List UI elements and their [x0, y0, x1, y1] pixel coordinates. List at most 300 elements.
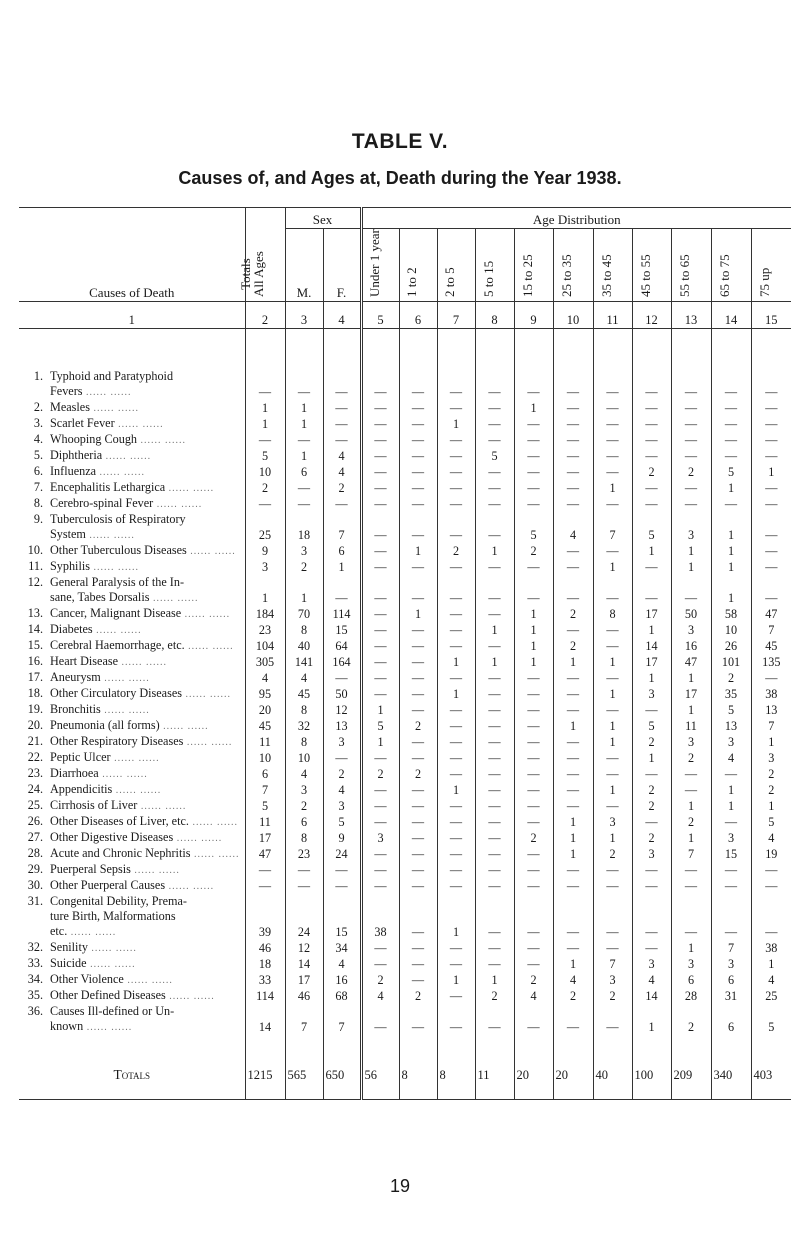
value-cell: —: [361, 1019, 399, 1035]
value-cell: 2: [285, 559, 323, 575]
value-cell: 13: [711, 718, 751, 734]
table-row: [19, 972, 791, 988]
empty-cell: [751, 909, 791, 924]
value-cell: —: [553, 448, 593, 464]
value-cell: —: [671, 766, 711, 782]
value-cell: —: [399, 638, 437, 654]
value-cell: —: [593, 924, 632, 940]
value-cell: 7: [245, 782, 285, 798]
value-cell: —: [514, 480, 553, 496]
empty-cell: [323, 512, 361, 527]
value-cell: —: [593, 638, 632, 654]
value-cell: —: [632, 940, 671, 956]
value-cell: 1: [593, 480, 632, 496]
header-totals-line1: Totals: [238, 258, 253, 290]
value-cell: —: [361, 496, 399, 512]
value-cell: 3: [285, 543, 323, 559]
value-cell: —: [361, 400, 399, 416]
empty-cell: [514, 512, 553, 527]
cause-cell: 28. Acute and Chronic Nephritis ...... ......: [19, 846, 245, 862]
cause-cell: 13. Cancer, Malignant Disease ...... ......: [19, 606, 245, 622]
value-cell: 2: [399, 718, 437, 734]
cause-cell: 4. Whooping Cough ...... ......: [19, 432, 245, 448]
value-cell: —: [475, 924, 514, 940]
value-cell: —: [553, 496, 593, 512]
value-cell: 7: [751, 718, 791, 734]
row-index: 16.: [27, 654, 43, 668]
value-cell: —: [475, 846, 514, 862]
value-cell: —: [514, 590, 553, 606]
value-cell: —: [711, 448, 751, 464]
value-cell: 1: [671, 702, 711, 718]
value-cell: 45: [245, 718, 285, 734]
value-cell: 305: [245, 654, 285, 670]
header-age-label: 75 up: [757, 267, 773, 297]
row-index: 22.: [27, 750, 43, 764]
value-cell: 1: [437, 654, 475, 670]
value-cell: 4: [553, 972, 593, 988]
value-cell: 4: [323, 448, 361, 464]
value-cell: —: [751, 862, 791, 878]
value-cell: —: [475, 1019, 514, 1035]
empty-cell: [399, 369, 437, 384]
row-index: 25.: [27, 798, 43, 812]
row-index: 27.: [27, 830, 43, 844]
value-cell: —: [437, 464, 475, 480]
value-cell: 7: [323, 527, 361, 543]
value-cell: 1: [632, 543, 671, 559]
value-cell: 1: [632, 670, 671, 686]
table-row: [19, 878, 791, 894]
cause-cell: 8. Cerebro-spinal Fever ...... ......: [19, 496, 245, 512]
value-cell: —: [399, 559, 437, 575]
value-cell: —: [553, 543, 593, 559]
cause-label: Causes Ill-defined or Un-: [50, 1004, 175, 1018]
causes-of-death-table: [19, 207, 791, 1100]
value-cell: —: [475, 718, 514, 734]
row-index: 34.: [27, 972, 43, 986]
cause-cell: 21. Other Respiratory Diseases ...... ......: [19, 734, 245, 750]
value-cell: —: [285, 862, 323, 878]
table-row: [19, 432, 791, 448]
value-cell: 1: [475, 654, 514, 670]
empty-cell: [751, 1004, 791, 1019]
value-cell: 1: [285, 590, 323, 606]
value-cell: —: [399, 702, 437, 718]
value-cell: 95: [245, 686, 285, 702]
value-cell: —: [323, 384, 361, 400]
value-cell: —: [632, 400, 671, 416]
cause-label: Influenza: [50, 464, 97, 478]
value-cell: —: [632, 878, 671, 894]
header-age-3: [437, 229, 475, 302]
value-cell: —: [475, 638, 514, 654]
value-cell: —: [361, 878, 399, 894]
table-row: [19, 718, 791, 734]
value-cell: 10: [285, 750, 323, 766]
header-age-label: 15 to 25: [519, 254, 535, 297]
table-row: [19, 894, 791, 909]
value-cell: —: [437, 940, 475, 956]
value-cell: 1: [437, 416, 475, 432]
empty-cell: [361, 369, 399, 384]
cause-label: Senility: [50, 940, 88, 954]
value-cell: —: [399, 480, 437, 496]
value-cell: 2: [632, 782, 671, 798]
empty-cell: [245, 512, 285, 527]
header-age-5: [514, 229, 553, 302]
table-row: [19, 448, 791, 464]
value-cell: —: [399, 1019, 437, 1035]
value-cell: —: [514, 956, 553, 972]
cause-cell: 34. Other Violence ...... ......: [19, 972, 245, 988]
header-female: F.: [323, 229, 361, 302]
value-cell: —: [751, 527, 791, 543]
empty-cell: [399, 909, 437, 924]
value-cell: —: [632, 590, 671, 606]
value-cell: 4: [323, 956, 361, 972]
cause-label: Aneurysm: [50, 670, 101, 684]
value-cell: 6: [711, 972, 751, 988]
value-cell: —: [475, 940, 514, 956]
empty-cell: [437, 369, 475, 384]
value-cell: —: [399, 432, 437, 448]
table-row: [19, 1019, 791, 1035]
value-cell: —: [437, 956, 475, 972]
value-cell: 5: [245, 798, 285, 814]
value-cell: 7: [323, 1019, 361, 1035]
column-number: 7: [437, 302, 475, 329]
value-cell: —: [514, 798, 553, 814]
value-cell: —: [711, 384, 751, 400]
value-cell: 7: [285, 1019, 323, 1035]
value-cell: 2: [361, 766, 399, 782]
value-cell: —: [632, 416, 671, 432]
empty-cell: [437, 575, 475, 590]
value-cell: 50: [671, 606, 711, 622]
value-cell: —: [553, 924, 593, 940]
cause-cell: 17. Aneurysm ...... ......: [19, 670, 245, 686]
value-cell: 4: [245, 670, 285, 686]
value-cell: 1: [711, 543, 751, 559]
table-row: [19, 622, 791, 638]
value-cell: 1: [671, 670, 711, 686]
table-row: [19, 956, 791, 972]
value-cell: 1: [711, 782, 751, 798]
value-cell: —: [475, 830, 514, 846]
value-cell: —: [514, 1019, 553, 1035]
value-cell: 3: [593, 814, 632, 830]
value-cell: 5: [323, 814, 361, 830]
cause-cell: 24. Appendicitis ...... ......: [19, 782, 245, 798]
value-cell: 25: [751, 988, 791, 1004]
empty-cell: [514, 575, 553, 590]
value-cell: —: [514, 670, 553, 686]
value-cell: 2: [437, 543, 475, 559]
header-age-label: 45 to 55: [637, 254, 653, 297]
value-cell: 3: [671, 622, 711, 638]
header-age-4: [475, 229, 514, 302]
value-cell: 8: [285, 830, 323, 846]
value-cell: —: [475, 686, 514, 702]
value-cell: 7: [711, 940, 751, 956]
value-cell: 2: [514, 972, 553, 988]
cause-label: Puerperal Sepsis: [50, 862, 131, 876]
value-cell: 4: [553, 527, 593, 543]
value-cell: —: [361, 670, 399, 686]
value-cell: 12: [285, 940, 323, 956]
value-cell: —: [323, 400, 361, 416]
cause-label: Other Respiratory Diseases: [50, 734, 184, 748]
value-cell: 1: [285, 400, 323, 416]
value-cell: 164: [323, 654, 361, 670]
value-cell: 38: [751, 686, 791, 702]
value-cell: 1: [593, 734, 632, 750]
value-cell: 26: [711, 638, 751, 654]
row-index: 23.: [27, 766, 43, 780]
value-cell: 40: [285, 638, 323, 654]
cause-cell: 5. Diphtheria ...... ......: [19, 448, 245, 464]
table-row: [19, 464, 791, 480]
column-number: 14: [711, 302, 751, 329]
value-cell: —: [399, 384, 437, 400]
value-cell: —: [323, 878, 361, 894]
value-cell: 1: [671, 940, 711, 956]
value-cell: 184: [245, 606, 285, 622]
cause-cell: 3. Scarlet Fever ...... ......: [19, 416, 245, 432]
value-cell: —: [437, 622, 475, 638]
cause-label: Whooping Cough: [50, 432, 138, 446]
value-cell: 2: [632, 798, 671, 814]
value-cell: 16: [323, 972, 361, 988]
cause-label: ture Birth, Malformations: [50, 909, 176, 923]
empty-cell: [751, 369, 791, 384]
row-index: 12.: [27, 575, 43, 589]
empty-cell: [323, 1004, 361, 1019]
empty-cell: [323, 369, 361, 384]
value-cell: 5: [514, 527, 553, 543]
value-cell: —: [475, 766, 514, 782]
totals-value: 8: [399, 1065, 437, 1085]
value-cell: 114: [245, 988, 285, 1004]
value-cell: 1: [593, 782, 632, 798]
value-cell: 5: [751, 814, 791, 830]
cause-label: General Paralysis of the In-: [50, 575, 185, 589]
value-cell: —: [475, 527, 514, 543]
value-cell: 4: [361, 988, 399, 1004]
cause-label: Congenital Debility, Prema-: [50, 894, 187, 908]
totals-value: 56: [361, 1065, 399, 1085]
value-cell: 101: [711, 654, 751, 670]
value-cell: —: [593, 766, 632, 782]
row-index: 10.: [27, 543, 43, 557]
value-cell: 2: [514, 830, 553, 846]
value-cell: —: [593, 702, 632, 718]
empty-cell: [593, 369, 632, 384]
cause-label: Measles: [50, 400, 90, 414]
cause-label: Suicide: [50, 956, 87, 970]
value-cell: —: [361, 846, 399, 862]
value-cell: 1: [475, 972, 514, 988]
value-cell: —: [475, 416, 514, 432]
table-row: [19, 480, 791, 496]
value-cell: —: [245, 496, 285, 512]
value-cell: 5: [751, 1019, 791, 1035]
row-index: 8.: [33, 496, 43, 510]
empty-cell: [553, 909, 593, 924]
value-cell: 2: [553, 988, 593, 1004]
value-cell: —: [399, 782, 437, 798]
value-cell: —: [751, 543, 791, 559]
value-cell: 3: [711, 956, 751, 972]
table-row: [19, 559, 791, 575]
table-row: [19, 988, 791, 1004]
value-cell: —: [593, 798, 632, 814]
cause-label: Other Puerperal Causes: [50, 878, 166, 892]
empty-cell: [361, 894, 399, 909]
empty-cell: [632, 909, 671, 924]
cause-cell: 2. Measles ...... ......: [19, 400, 245, 416]
empty-cell: [593, 1004, 632, 1019]
cause-cell: 6. Influenza ...... ......: [19, 464, 245, 480]
totals-value: 650: [323, 1065, 361, 1085]
value-cell: —: [514, 496, 553, 512]
row-index: 33.: [27, 956, 43, 970]
empty-cell: [553, 894, 593, 909]
value-cell: —: [553, 384, 593, 400]
value-cell: 1: [514, 654, 553, 670]
cause-cell: 27. Other Digestive Diseases ...... ......: [19, 830, 245, 846]
value-cell: —: [475, 480, 514, 496]
empty-cell: [285, 369, 323, 384]
cause-cell: [19, 512, 245, 527]
cause-label: System: [50, 527, 86, 541]
value-cell: 6: [285, 464, 323, 480]
value-cell: —: [399, 448, 437, 464]
cause-cell: [19, 369, 245, 384]
row-index: 2.: [33, 400, 43, 414]
value-cell: —: [437, 830, 475, 846]
value-cell: —: [361, 940, 399, 956]
header-age-9: [671, 229, 711, 302]
value-cell: —: [437, 862, 475, 878]
row-index: 5.: [33, 448, 43, 462]
value-cell: —: [632, 384, 671, 400]
value-cell: —: [751, 590, 791, 606]
value-cell: —: [475, 590, 514, 606]
table-row: [19, 814, 791, 830]
header-age-1: [361, 229, 399, 302]
value-cell: 4: [751, 830, 791, 846]
value-cell: —: [593, 543, 632, 559]
value-cell: 4: [285, 766, 323, 782]
value-cell: —: [514, 464, 553, 480]
value-cell: —: [711, 400, 751, 416]
value-cell: 64: [323, 638, 361, 654]
value-cell: 6: [711, 1019, 751, 1035]
totals-value: 40: [593, 1065, 632, 1085]
cause-label: sane, Tabes Dorsalis: [50, 590, 150, 604]
cause-label: Other Violence: [50, 972, 124, 986]
table-row: [19, 496, 791, 512]
value-cell: —: [751, 448, 791, 464]
value-cell: —: [245, 862, 285, 878]
row-index: 36.: [27, 1004, 43, 1018]
value-cell: —: [711, 496, 751, 512]
value-cell: —: [632, 432, 671, 448]
value-cell: —: [751, 670, 791, 686]
value-cell: 25: [245, 527, 285, 543]
value-cell: —: [361, 686, 399, 702]
value-cell: —: [514, 559, 553, 575]
value-cell: 7: [593, 956, 632, 972]
value-cell: —: [711, 814, 751, 830]
value-cell: —: [751, 480, 791, 496]
header-cause: Causes of Death: [19, 208, 245, 302]
value-cell: 23: [285, 846, 323, 862]
value-cell: —: [437, 527, 475, 543]
value-cell: 3: [671, 956, 711, 972]
value-cell: 17: [671, 686, 711, 702]
value-cell: —: [361, 480, 399, 496]
table-row: [19, 590, 791, 606]
value-cell: 2: [632, 464, 671, 480]
value-cell: 45: [285, 686, 323, 702]
cause-cell: 35. Other Defined Diseases ...... ......: [19, 988, 245, 1004]
value-cell: —: [399, 654, 437, 670]
totals-value: 340: [711, 1065, 751, 1085]
empty-cell: [514, 894, 553, 909]
value-cell: —: [553, 798, 593, 814]
row-index: 28.: [27, 846, 43, 860]
value-cell: 38: [751, 940, 791, 956]
value-cell: —: [475, 496, 514, 512]
value-cell: —: [553, 480, 593, 496]
value-cell: —: [361, 559, 399, 575]
value-cell: —: [475, 782, 514, 798]
value-cell: —: [553, 1019, 593, 1035]
value-cell: 114: [323, 606, 361, 622]
row-index: 15.: [27, 638, 43, 652]
value-cell: —: [361, 750, 399, 766]
value-cell: 8: [285, 702, 323, 718]
value-cell: 3: [632, 846, 671, 862]
value-cell: 19: [751, 846, 791, 862]
value-cell: —: [285, 432, 323, 448]
totals-value: 100: [632, 1065, 671, 1085]
page-number: 19: [389, 1176, 411, 1196]
value-cell: 11: [245, 734, 285, 750]
value-cell: 1: [632, 622, 671, 638]
value-cell: 1: [553, 654, 593, 670]
cause-cell: System ...... ......: [50, 527, 135, 541]
value-cell: —: [671, 384, 711, 400]
header-age-label: Under 1 year: [366, 229, 382, 297]
value-cell: 39: [245, 924, 285, 940]
value-cell: —: [593, 940, 632, 956]
value-cell: 17: [245, 830, 285, 846]
value-cell: 47: [671, 654, 711, 670]
value-cell: —: [245, 384, 285, 400]
cause-cell: 11. Syphilis ...... ......: [19, 559, 245, 575]
value-cell: 2: [632, 734, 671, 750]
value-cell: —: [593, 448, 632, 464]
value-cell: 2: [632, 830, 671, 846]
empty-cell: [711, 1004, 751, 1019]
value-cell: 14: [285, 956, 323, 972]
value-cell: —: [399, 814, 437, 830]
value-cell: —: [632, 702, 671, 718]
